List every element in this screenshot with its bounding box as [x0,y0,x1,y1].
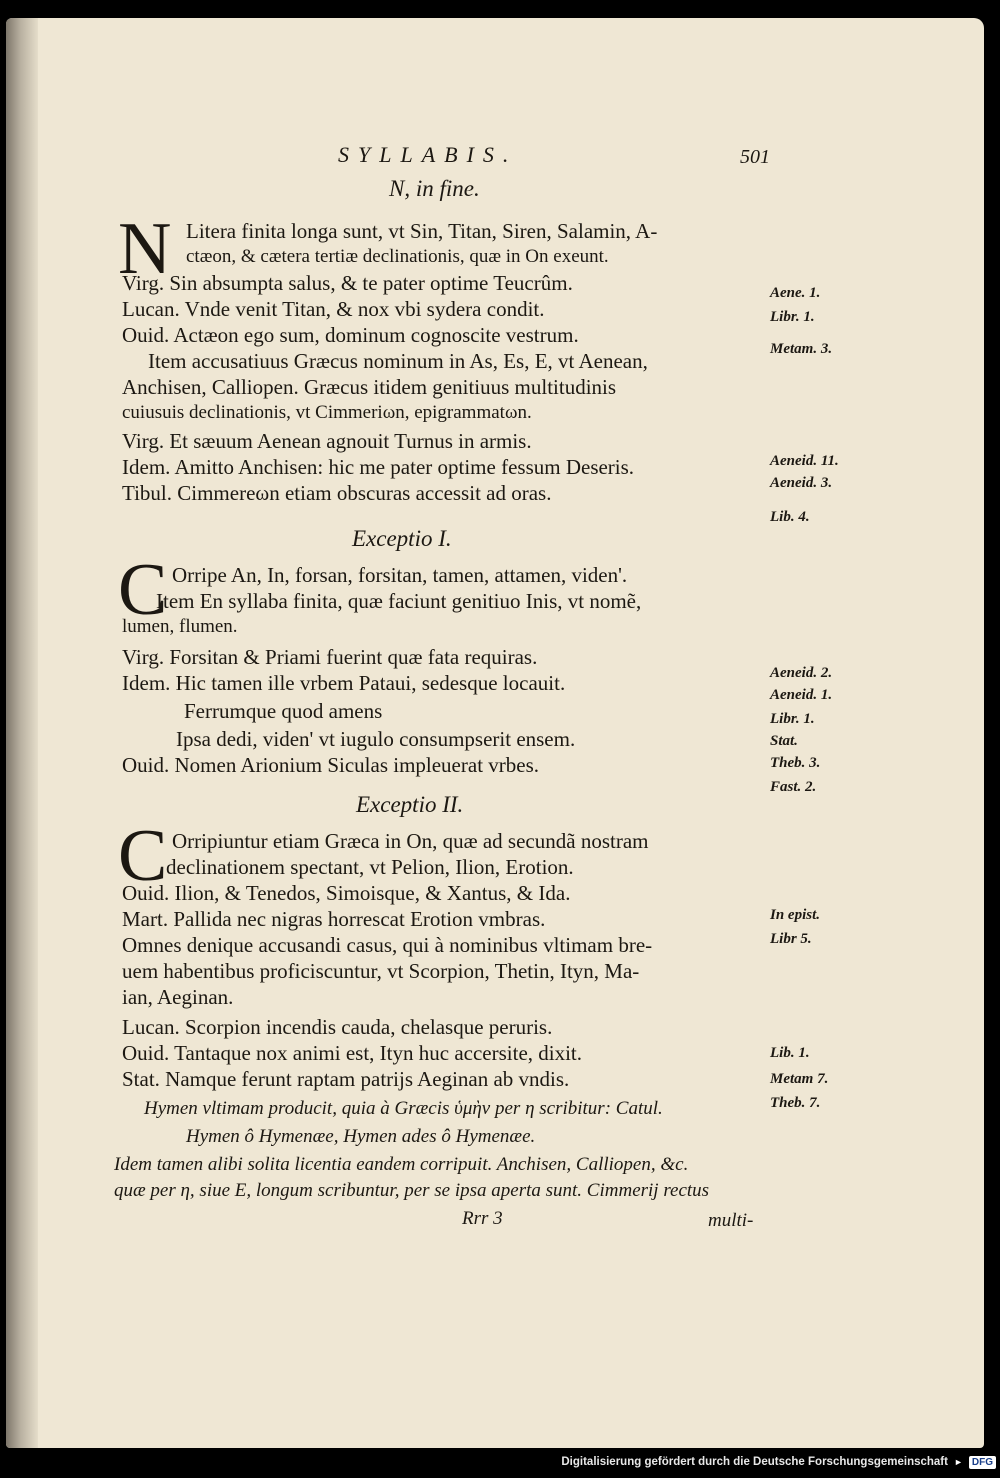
text-line: Virg. Forsitan & Priami fuerint quæ fata requiras. [122,645,538,669]
text-line: Ouid. Actæon ego sum, dominum cognoscite vestrum. [122,323,579,347]
signature-mark: Rrr 3 [462,1208,503,1229]
text-line: Virg. Sin absumpta salus, & te pater optime Teucrûm. [122,271,573,295]
text-line: uem habentibus proficiscuntur, vt Scorpion, Thetin, Ityn, Ma- [122,959,640,983]
text-line: Ipsa dedi, viden' vt iugulo consumpserit ensem. [176,727,576,751]
drop-cap: C [118,815,168,897]
section-heading: N, in fine. [389,176,480,201]
margin-ref: Lib. 4. [770,509,810,525]
catchword: multi- [708,1210,754,1231]
text-line: Omnes denique accusandi casus, qui à nominibus vltimam bre- [122,933,653,957]
arrow-right-icon: ► [953,1457,963,1467]
margin-ref: Stat. [770,733,798,749]
margin-ref: Libr. 1. [770,711,815,727]
text-line: declinationem spectant, vt Pelion, Ilion, Erotion. [166,855,574,879]
text-line: Virg. Et sæuum Aenean agnouit Turnus in armis. [122,429,532,453]
drop-cap: N [118,208,172,290]
margin-ref: Metam 7. [770,1071,829,1087]
page-number: 501 [740,146,770,168]
margin-ref: Aeneid. 3. [770,475,833,491]
text-line: Item accusatiuus Græcus nominum in As, Es, E, vt Aenean, [148,349,648,373]
text-line: Litera finita longa sunt, vt Sin, Titan, Siren, Salamin, A- [186,219,658,243]
margin-ref: Lib. 1. [770,1045,810,1061]
section-heading: Exceptio I. [352,526,452,551]
text-line: Mart. Pallida nec nigras horrescat Erotion vmbras. [122,907,546,931]
book-page [6,18,984,1448]
text-line: Lucan. Scorpion incendis cauda, chelasque peruris. [122,1015,553,1039]
text-line: Ouid. Tantaque nox animi est, Ityn huc accersite, dixit. [122,1041,583,1065]
text-line: Tibul. Cimmereωn etiam obscuras accessit ad oras. [122,481,552,505]
text-line: Item En syllaba finita, quæ faciunt genitiuo Inis, vt nomẽ, [156,589,642,613]
note-line: Hymen ô Hymenæe, Hymen ades ô Hymenæe. [186,1126,536,1147]
text-line: Ferrumque quod amens [184,699,383,723]
footer-text: Digitalisierung gefördert durch die Deutsche Forschungsgemeinschaft [561,1456,948,1468]
text-line: Stat. Namque ferunt raptam patrijs Aeginan ab vndis. [122,1067,570,1091]
text-line: ian, Aeginan. [122,985,234,1009]
text-line: Lucan. Vnde venit Titan, & nox vbi sydera condit. [122,297,545,321]
text-line: cuiusuis declinationis, vt Cimmeriωn, epigrammatωn. [122,402,532,423]
text-line: ctæon, & cætera tertiæ declinationis, quæ in On exeunt. [186,246,609,267]
section-heading: Exceptio II. [356,792,464,817]
page-spine-shadow [6,18,38,1448]
margin-ref: Aeneid. 11. [770,453,839,469]
margin-ref: In epist. [770,907,821,923]
note-line: Idem tamen alibi solita licentia eandem corripuit. Anchisen, Calliopen, &c. [114,1154,689,1175]
note-line: Hymen vltimam producit, quia à Græcis ὑμὴν per η scribitur: Catul. [144,1098,663,1119]
text-line: Idem. Amitto Anchisen: hic me pater optime fessum Deseris. [122,455,635,479]
margin-ref: Theb. 7. [770,1095,821,1111]
margin-ref: Theb. 3. [770,755,821,771]
text-line: Idem. Hic tamen ille vrbem Pataui, sedesque locauit. [122,671,566,695]
margin-ref: Libr 5. [770,931,812,947]
dfg-logo: DFG [969,1456,996,1469]
margin-ref: Fast. 2. [770,779,817,795]
digitization-footer [561,1452,996,1472]
margin-ref: Aene. 1. [770,285,821,301]
margin-ref: Metam. 3. [770,341,833,357]
text-line: Orripiuntur etiam Græca in On, quæ ad secundã nostram [172,829,649,853]
text-line: Ouid. Ilion, & Tenedos, Simoisque, & Xantus, & Ida. [122,881,571,905]
drop-cap: C [118,549,168,631]
margin-ref: Aeneid. 2. [770,665,833,681]
running-title: SYLLABIS. [338,142,518,167]
text-line: Orripe An, In, forsan, forsitan, tamen, attamen, viden'. [172,563,628,587]
margin-ref: Libr. 1. [770,309,815,325]
text-line: lumen, flumen. [122,616,238,637]
text-line: Ouid. Nomen Arionium Siculas impleuerat vrbes. [122,753,540,777]
margin-ref: Aeneid. 1. [770,687,833,703]
note-line: quæ per η, siue E, longum scribuntur, per se ipsa aperta sunt. Cimmerij rectus [114,1180,710,1201]
text-line: Anchisen, Calliopen. Græcus itidem genitiuus multitudinis [122,375,617,399]
